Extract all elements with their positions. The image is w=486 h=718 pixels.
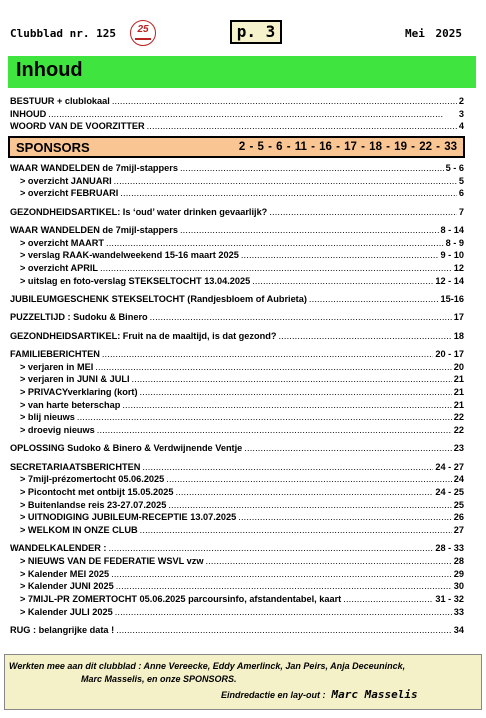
toc-entry-page: 21	[453, 399, 464, 410]
sponsors-box[interactable]	[8, 136, 465, 158]
dot-leader	[180, 162, 444, 175]
toc-group	[10, 311, 464, 324]
toc-entry-label: > verjaren in JUNI & JULI	[20, 374, 130, 385]
toc-entry-label: FAMILIEBERICHTEN	[10, 348, 100, 359]
toc-entry-label: > 7mijl-prézomertocht 05.06.2025	[20, 474, 165, 485]
dot-leader	[111, 568, 452, 581]
dot-leader	[175, 486, 433, 499]
toc-entry-label: > verslag RAAK-wandelweekend 15-16 maart 2025	[20, 250, 239, 261]
toc-entry-label: > Kalender JULI 2025	[20, 606, 113, 617]
toc-entry-label: > UITNODIGING JUBILEUM-RECEPTIE 13.07.2025	[20, 512, 237, 523]
toc-entry-page: 17	[453, 312, 464, 323]
toc-entry[interactable]	[10, 120, 464, 133]
dot-leader	[97, 424, 452, 437]
toc-entry-page: 8 - 14	[440, 225, 464, 235]
dot-leader	[252, 275, 433, 288]
dot-leader	[278, 330, 451, 343]
toc-entry[interactable]	[10, 348, 464, 361]
toc-group	[10, 542, 464, 618]
toc-subentry[interactable]	[10, 399, 464, 412]
toc-entry-page: 3	[458, 108, 464, 119]
toc-entry-label: > overzicht FEBRUARI	[20, 188, 119, 199]
toc-subentry[interactable]	[10, 175, 464, 188]
toc-entry-page: 6	[458, 188, 464, 199]
credits-line: Marc Masselis, en onze SPONSORS.	[81, 674, 237, 684]
page-header	[8, 20, 478, 50]
toc-subentry[interactable]	[10, 486, 464, 499]
dot-leader	[166, 473, 452, 486]
toc-entry-page: 5 - 6	[445, 163, 464, 174]
toc-subentry[interactable]	[10, 237, 464, 250]
toc-entry-page: 31 - 32	[435, 594, 464, 605]
toc-entry[interactable]	[10, 293, 464, 306]
toc-entry-label: SECRETARIAATSBERICHTEN	[10, 461, 141, 472]
toc-entry-page: 12 - 14	[435, 275, 464, 286]
magazine-issue: Clubblad nr. 125	[10, 27, 116, 40]
page-number: p. 3	[230, 20, 282, 44]
toc-entry-page: 25	[453, 499, 464, 510]
toc-entry-label: GEZONDHEIDSARTIKEL: Fruit na de maaltijd, is dat gezond?	[10, 330, 277, 341]
dot-leader	[147, 120, 457, 133]
toc-entry-page: 33	[453, 606, 464, 617]
toc-entry-label: > WELKOM IN ONZE CLUB	[20, 525, 138, 535]
toc-subentry[interactable]	[10, 386, 464, 399]
toc-subentry[interactable]	[10, 249, 464, 262]
toc-entry-page: 24 - 27	[435, 461, 464, 472]
toc-entry-label: > NIEUWS VAN DE FEDERATIE WSVL vzw	[20, 555, 204, 566]
toc-entry-label: RUG : belangrijke data !	[10, 625, 115, 635]
toc-subentry[interactable]	[10, 361, 464, 374]
toc-entry-page: 8 - 9	[445, 237, 464, 248]
editor-line: Eindredactie en lay-out : Marc Masselis	[221, 688, 418, 701]
toc-group	[10, 206, 464, 219]
toc-entry[interactable]	[10, 311, 464, 324]
toc-entry-page: 12	[453, 263, 464, 274]
dot-leader	[108, 542, 433, 555]
toc-subentry[interactable]	[10, 606, 464, 619]
dot-leader	[48, 108, 457, 121]
toc-group	[10, 348, 464, 437]
toc-subentry[interactable]	[10, 568, 464, 581]
dot-leader	[100, 262, 452, 275]
toc-entry-label: > 7MIJL-PR ZOMERTOCHT 05.06.2025 parcoursinfo, afstandentabel, kaart	[20, 594, 342, 605]
credits-line: Werkten mee aan dit clubblad : Anne Vereecke, Eddy Amerlinck, Jan Peirs, Anja Deceuninck,	[9, 661, 406, 671]
toc-entry-page: 24 - 25	[435, 486, 464, 497]
toc-entry-page: 28	[453, 555, 464, 566]
toc-entry-label: OPLOSSING Sudoko & Binero & Verdwijnende Ventje	[10, 443, 243, 454]
dot-leader	[343, 593, 433, 606]
toc-subentry[interactable]	[10, 373, 464, 386]
toc-entry-label: > van harte beterschap	[20, 399, 121, 410]
dot-leader	[150, 311, 452, 324]
sponsors-pages: 2 - 5 - 6 - 11 - 16 - 17 - 18 - 19 - 22 - 33	[238, 141, 457, 154]
toc-entry[interactable]	[10, 108, 464, 121]
dot-leader	[206, 555, 452, 568]
toc-entry-label: > overzicht JANUARI	[20, 175, 112, 186]
issue-date: Mei 2025	[405, 27, 462, 40]
toc-group	[10, 224, 464, 287]
toc-entry-label: > overzicht APRIL	[20, 263, 99, 274]
toc-entry-page: 2	[458, 96, 464, 106]
dot-leader	[115, 606, 452, 619]
toc-entry-page: 4	[458, 121, 464, 132]
dot-leader	[309, 293, 439, 306]
dot-leader	[122, 399, 451, 412]
toc-entry-label: > Kalender MEI 2025	[20, 568, 110, 579]
toc-entry-page: 30	[453, 581, 464, 592]
dot-leader	[112, 95, 457, 108]
dot-leader	[140, 386, 452, 399]
toc-entry[interactable]	[10, 442, 464, 455]
dot-leader	[132, 373, 452, 386]
toc-subentry[interactable]	[10, 262, 464, 275]
toc-entry-label: > Picontocht met ontbijt 15.05.2025	[20, 486, 174, 497]
dot-leader	[95, 361, 451, 374]
dot-leader	[142, 461, 433, 474]
dot-leader	[106, 237, 444, 250]
toc-entry[interactable]	[10, 162, 464, 175]
dot-leader	[120, 187, 457, 200]
anniversary-logo-icon: 25	[130, 20, 156, 46]
dot-leader	[241, 249, 439, 262]
toc-entry-label: PUZZELTIJD : Sudoku & Binero	[10, 312, 148, 323]
toc-subentry[interactable]	[10, 593, 464, 606]
toc-subentry[interactable]	[10, 187, 464, 200]
title-bar	[8, 56, 476, 88]
toc-entry-page: 34	[453, 625, 464, 635]
toc-entry[interactable]	[10, 461, 464, 474]
credits-box	[4, 654, 482, 710]
toc-subentry[interactable]	[10, 275, 464, 288]
toc-subentry[interactable]	[10, 473, 464, 486]
dot-leader	[114, 175, 457, 188]
toc-group	[10, 293, 464, 306]
toc-entry[interactable]	[10, 624, 464, 637]
toc-entry-page: 22	[453, 425, 464, 435]
toc-entry-page: 21	[453, 386, 464, 397]
sponsors-label: SPONSORS	[16, 140, 90, 156]
toc-subentry[interactable]	[10, 555, 464, 568]
toc-group	[10, 162, 464, 200]
dot-leader	[140, 524, 452, 537]
toc-subentry[interactable]	[10, 580, 464, 593]
dot-leader	[244, 442, 451, 455]
toc-entry[interactable]	[10, 95, 464, 108]
toc-entry-label: > blij nieuws	[20, 412, 75, 423]
toc-entry-page: 29	[453, 568, 464, 579]
toc-entry-label: > verjaren in MEI	[20, 361, 94, 372]
toc-entry-page: 20	[453, 361, 464, 372]
toc-entry[interactable]	[10, 224, 464, 237]
toc-entry-label: > droevig nieuws	[20, 425, 95, 435]
toc-entry-page: 26	[453, 512, 464, 523]
page-title: Inhoud	[16, 59, 83, 81]
toc-entry[interactable]	[10, 330, 464, 343]
dot-leader	[102, 348, 434, 361]
toc-entry-page: 28 - 33	[435, 543, 464, 554]
toc-subentry[interactable]	[10, 411, 464, 424]
dot-leader	[77, 411, 452, 424]
toc-entry-label: WAAR WANDELDEN de 7mijl-stappers	[10, 163, 178, 174]
toc-group	[10, 442, 464, 455]
toc-entry-label: WAAR WANDELDEN de 7mijl-stappers	[10, 225, 178, 235]
toc-entry-page: 18	[453, 330, 464, 341]
toc-entry-page: 24	[453, 474, 464, 485]
dot-leader	[269, 206, 457, 219]
toc-group	[10, 330, 464, 343]
dot-leader	[180, 224, 439, 237]
toc-entry-label: WOORD VAN DE VOORZITTER	[10, 121, 145, 132]
toc-group	[10, 461, 464, 537]
toc-entry[interactable]	[10, 542, 464, 555]
toc-entry[interactable]	[10, 206, 464, 219]
toc-entry-page: 22	[453, 412, 464, 423]
dot-leader	[168, 499, 451, 512]
toc-entry-label: > overzicht MAART	[20, 237, 104, 248]
toc-subentry[interactable]	[10, 511, 464, 524]
toc-entry-label: WANDELKALENDER :	[10, 543, 107, 554]
toc-entry-page: 27	[453, 525, 464, 535]
toc-subentry[interactable]	[10, 524, 464, 537]
toc-entry-page: 15-16	[440, 294, 464, 305]
toc-entry-label: > uitslag en foto-verslag STEKSELTOCHT 13.04.2025	[20, 275, 251, 286]
dot-leader	[238, 511, 452, 524]
toc-entry-page: 5	[458, 175, 464, 186]
toc-entry-label: BESTUUR + clublokaal	[10, 96, 110, 106]
toc-entry-page: 23	[453, 443, 464, 454]
toc-entry-label: GEZONDHEIDSARTIKEL: Is ‘oud’ water drinken gevaarlijk?	[10, 206, 268, 217]
toc-group	[10, 95, 464, 133]
toc-subentry[interactable]	[10, 499, 464, 512]
toc-entry-label: > Kalender JUNI 2025	[20, 581, 114, 592]
toc-entry-page: 7	[458, 206, 464, 217]
toc-entry-page: 20 - 17	[435, 348, 464, 359]
toc-entry-page: 9 - 10	[440, 250, 464, 261]
editor-name: Marc Masselis	[331, 688, 418, 701]
toc-group	[10, 624, 464, 637]
dot-leader	[116, 580, 452, 593]
toc-entry-label: > PRIVACYverklaring (kort)	[20, 386, 138, 397]
dot-leader	[116, 624, 452, 637]
toc-subentry[interactable]	[10, 424, 464, 437]
toc-entry-label: > Buitenlandse reis 23-27.07.2025	[20, 499, 167, 510]
toc-entry-label: JUBILEUMGESCHENK STEKSELTOCHT (Randjesbloem of Aubrieta)	[10, 294, 307, 305]
toc-entry-label: INHOUD	[10, 108, 47, 119]
toc-entry-page: 21	[453, 374, 464, 385]
table-of-contents	[10, 95, 464, 637]
